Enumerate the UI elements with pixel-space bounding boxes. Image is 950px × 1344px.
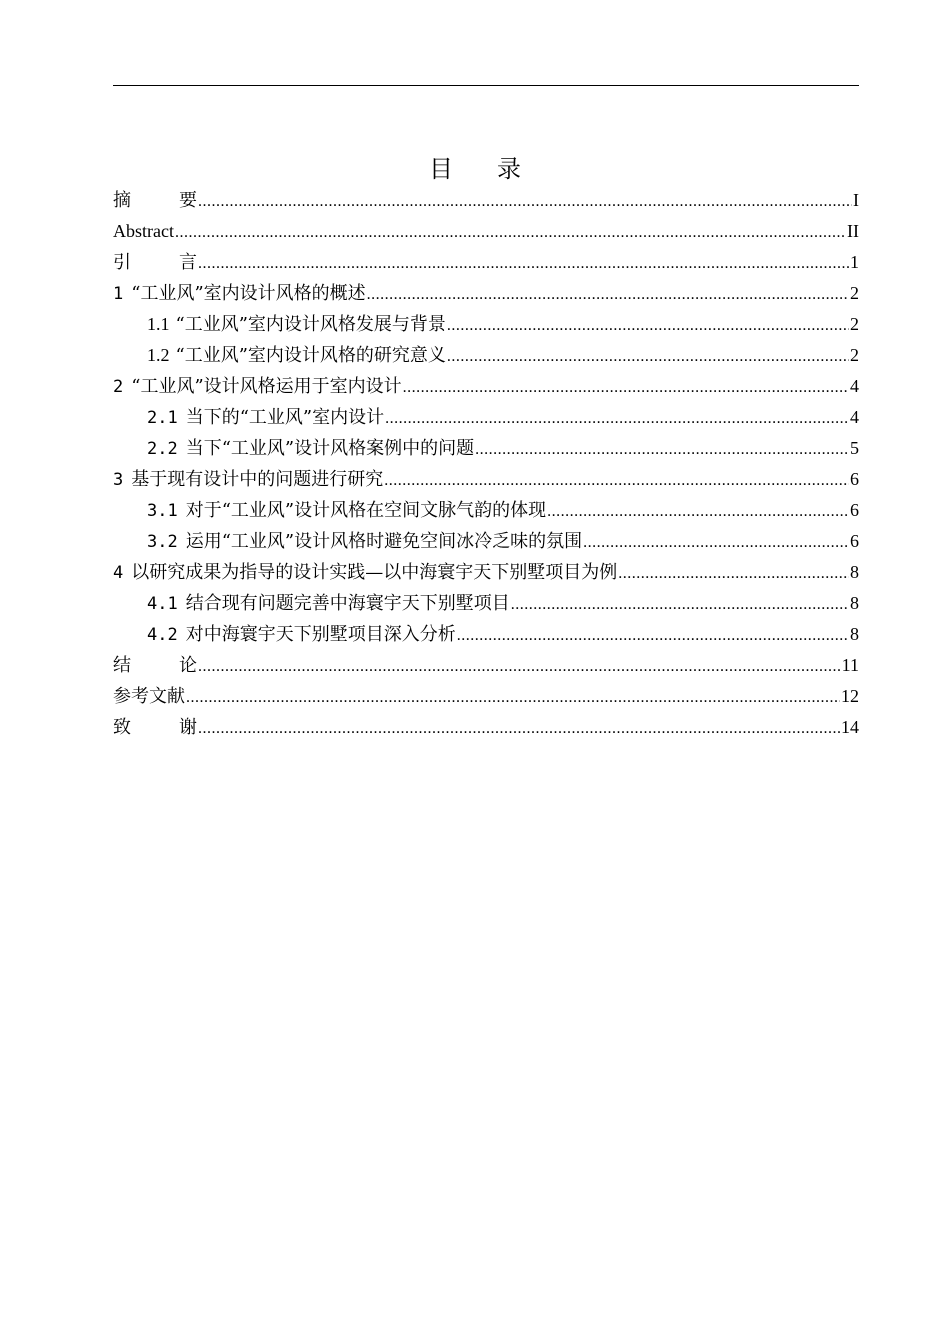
dot-leader <box>447 341 849 371</box>
toc-page-number: 6 <box>850 531 859 551</box>
dot-leader <box>583 527 849 557</box>
toc-page-number: 12 <box>841 686 859 706</box>
toc-entry-number: 1.2 <box>147 345 170 365</box>
toc-page-number: 6 <box>850 500 859 520</box>
dot-leader <box>475 434 849 464</box>
toc-entry-section-2-2[interactable] <box>113 433 859 464</box>
toc-page-number: II <box>847 221 859 241</box>
toc-entry-label <box>113 464 383 495</box>
toc-entry-number: 4.1 <box>147 594 178 614</box>
toc-page-number: 2 <box>850 345 859 365</box>
toc-page-number: 8 <box>850 624 859 644</box>
toc-entry-section-4-1[interactable] <box>113 588 859 619</box>
toc-entry-text: 结合现有问题完善中海寰宇天下别墅项目 <box>185 593 510 614</box>
toc-entry-label <box>113 557 617 588</box>
toc-page-number: 1 <box>850 252 859 272</box>
toc-entry-conclusion[interactable] <box>113 650 859 681</box>
toc-entry-abstract-cn[interactable] <box>113 185 859 216</box>
toc-entry-label <box>113 371 402 402</box>
toc-entry-section-3-2[interactable] <box>113 526 859 557</box>
dot-leader <box>186 682 840 712</box>
dot-leader <box>547 496 849 526</box>
dot-leader <box>175 217 846 247</box>
toc-entry-label <box>113 185 197 216</box>
toc-entry-text: 基于现有设计中的问题进行研究 <box>131 469 384 490</box>
toc-entry-chapter-1[interactable] <box>113 278 859 309</box>
toc-entry-label <box>113 247 197 278</box>
dot-leader <box>198 248 849 278</box>
toc-entry-number: 2 <box>113 377 124 397</box>
toc-entry-label <box>113 650 197 681</box>
dot-leader <box>511 589 849 619</box>
toc-entry-references[interactable] <box>113 681 859 712</box>
title-char-1: 目 <box>429 155 453 183</box>
page-title <box>0 152 950 186</box>
toc-entry-text: “工业风”室内设计风格的研究意义 <box>175 345 446 366</box>
toc-entry-chapter-3[interactable] <box>113 464 859 495</box>
dot-leader <box>198 713 840 743</box>
dot-leader <box>447 310 849 340</box>
title-char-2: 录 <box>497 155 521 183</box>
table-of-contents <box>113 185 859 743</box>
toc-entry-text: 以研究成果为指导的设计实践—以中海寰宇天下别墅项目为例 <box>131 562 618 583</box>
toc-entry-text: 运用“工业风”设计风格时避免空间冰冷乏味的氛围 <box>185 531 583 552</box>
toc-label-part: 致 <box>113 717 131 738</box>
toc-label-part: 谢 <box>179 717 197 738</box>
toc-label-part: 论 <box>179 655 197 676</box>
toc-page-number: 14 <box>841 717 859 737</box>
toc-entry-label <box>147 588 510 619</box>
toc-page-number: 8 <box>850 562 859 582</box>
toc-entry-number: 1 <box>113 284 124 304</box>
toc-entry-introduction[interactable] <box>113 247 859 278</box>
toc-page-number: 5 <box>850 438 859 458</box>
toc-entry-text: 对于“工业风”设计风格在空间文脉气韵的体现 <box>185 500 547 521</box>
toc-entry-text: “工业风”室内设计风格的概述 <box>131 283 366 304</box>
toc-entry-number: 1.1 <box>147 314 170 334</box>
toc-label-part: 言 <box>179 252 197 273</box>
dot-leader <box>198 186 852 216</box>
toc-entry-label <box>147 402 384 433</box>
toc-entry-text: “工业风”室内设计风格发展与背景 <box>175 314 446 335</box>
toc-entry-number: 3.2 <box>147 532 178 552</box>
toc-page-number: 2 <box>850 283 859 303</box>
toc-entry-number: 3 <box>113 470 124 490</box>
toc-page-number: I <box>853 190 859 210</box>
toc-page-number: 11 <box>841 655 859 675</box>
dot-leader <box>367 279 849 309</box>
dot-leader <box>198 651 841 681</box>
toc-entry-section-2-1[interactable] <box>113 402 859 433</box>
dot-leader <box>457 620 849 650</box>
toc-entry-text: “工业风”设计风格运用于室内设计 <box>131 376 402 397</box>
toc-entry-text: 对中海寰宇天下别墅项目深入分析 <box>185 624 456 645</box>
dot-leader <box>384 465 849 495</box>
toc-entry-acknowledgements[interactable] <box>113 712 859 743</box>
toc-page-number: 4 <box>850 407 859 427</box>
toc-entry-label: 参考文献 <box>113 686 185 707</box>
toc-entry-label <box>147 619 456 650</box>
toc-entry-abstract-en[interactable] <box>113 216 859 247</box>
dot-leader <box>618 558 849 588</box>
dot-leader <box>403 372 849 402</box>
toc-entry-section-4-2[interactable] <box>113 619 859 650</box>
toc-entry-label <box>147 309 446 340</box>
toc-entry-chapter-4[interactable] <box>113 557 859 588</box>
toc-entry-section-3-1[interactable] <box>113 495 859 526</box>
toc-entry-label <box>113 278 366 309</box>
toc-label-part: 结 <box>113 655 131 676</box>
dot-leader <box>385 403 849 433</box>
toc-entry-section-1-2[interactable] <box>113 340 859 371</box>
toc-entry-number: 2.1 <box>147 408 178 428</box>
toc-label-part: 引 <box>113 252 131 273</box>
toc-entry-label: Abstract <box>113 221 174 241</box>
toc-entry-label <box>147 433 474 464</box>
toc-entry-number: 3.1 <box>147 501 178 521</box>
toc-entry-text: 当下“工业风”设计风格案例中的问题 <box>185 438 475 459</box>
toc-page-number: 8 <box>850 593 859 613</box>
toc-page-number: 2 <box>850 314 859 334</box>
toc-label-part: 要 <box>179 190 197 211</box>
toc-label-part: 摘 <box>113 190 131 211</box>
header-rule <box>113 85 859 86</box>
toc-entry-section-1-1[interactable] <box>113 309 859 340</box>
toc-entry-chapter-2[interactable] <box>113 371 859 402</box>
toc-entry-number: 4 <box>113 563 124 583</box>
toc-entry-label <box>147 495 546 526</box>
toc-entry-number: 4.2 <box>147 625 178 645</box>
toc-entry-number: 2.2 <box>147 439 178 459</box>
toc-entry-label <box>113 712 197 743</box>
toc-entry-label <box>147 526 582 557</box>
toc-page-number: 4 <box>850 376 859 396</box>
toc-entry-text: 当下的“工业风”室内设计 <box>185 407 385 428</box>
toc-entry-label <box>147 340 446 371</box>
toc-page-number: 6 <box>850 469 859 489</box>
